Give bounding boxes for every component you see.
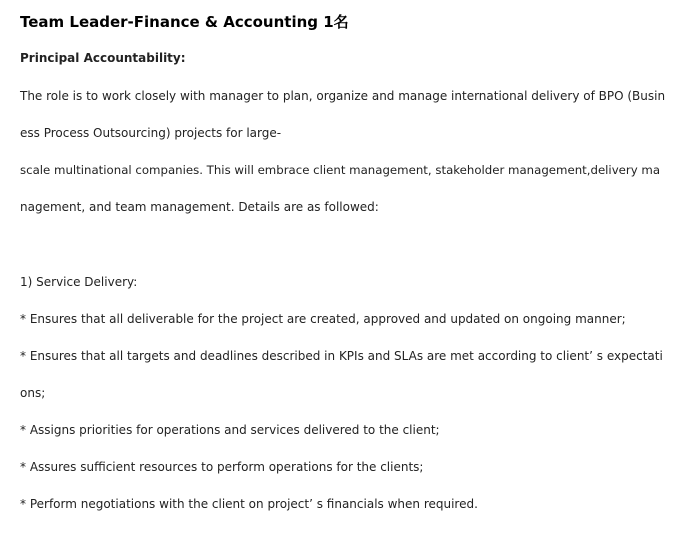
list-item-continuation: ons; [20,386,46,400]
list-item: * Ensures that all deliverable for the project are created, approved and updated on ongoing manner; [20,312,626,326]
paragraph-line: scale multinational companies. This will embrace client management, stakeholder management,delivery ma [20,163,661,177]
list-item: * Assures sufficient resources to perform operations for the clients; [20,460,424,474]
page-title: Team Leader-Finance & Accounting 1名 [20,13,349,31]
paragraph-line: ess Process Outsourcing) projects for large- [20,126,282,140]
paragraph-line: nagement, and team management. Details are as followed: [20,200,379,214]
list-heading: 1) Service Delivery: [20,275,138,289]
list-item: * Perform negotiations with the client on project’ s financials when required. [20,497,478,511]
paragraph-line: The role is to work closely with manager to plan, organize and manage international delivery of BPO (Busin [20,89,666,103]
section-heading: Principal Accountability: [20,51,186,65]
list-item: * Assigns priorities for operations and services delivered to the client; [20,423,440,437]
list-item: * Ensures that all targets and deadlines described in KPIs and SLAs are met according to client’ s expectati [20,349,663,363]
